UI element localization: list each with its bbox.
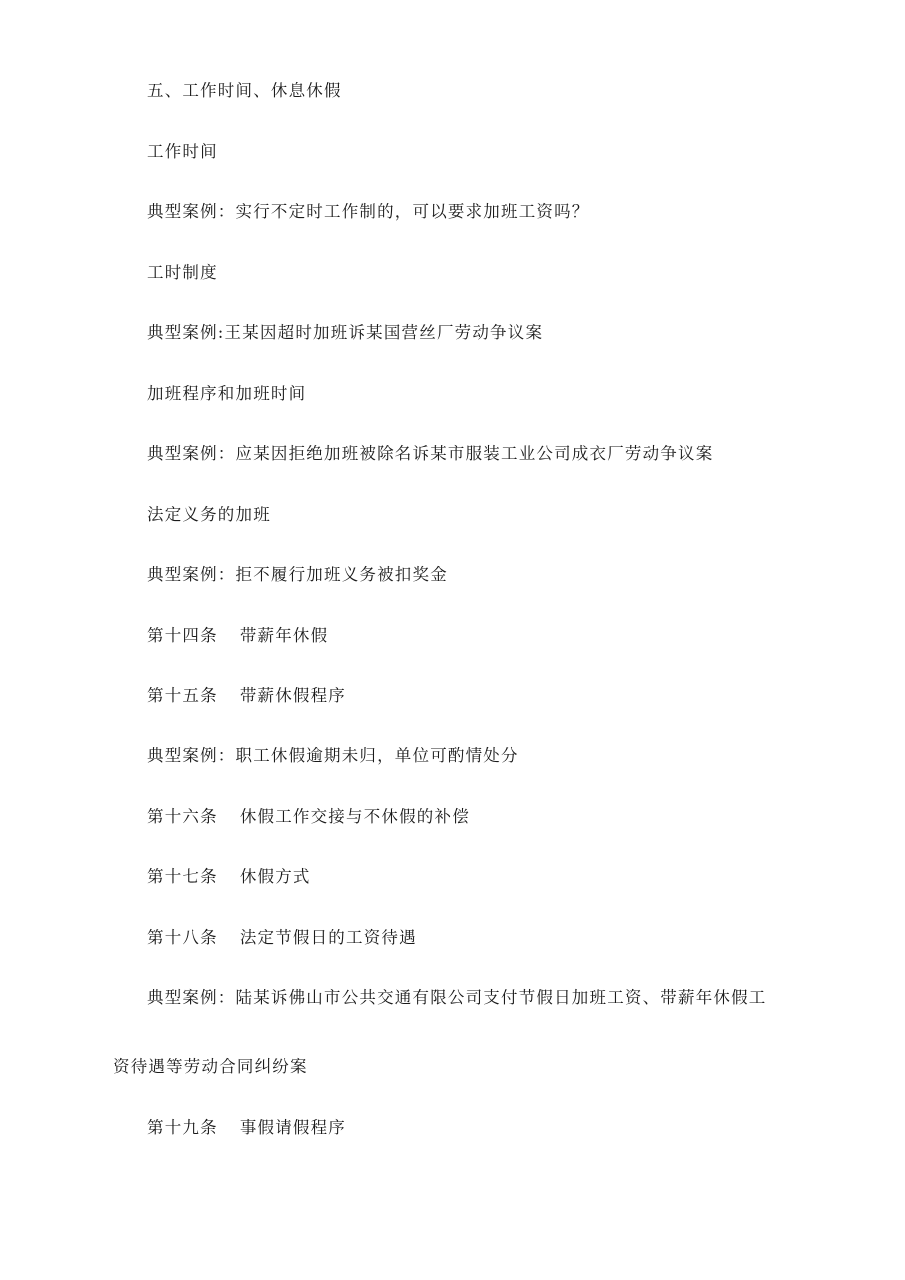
- article-number: 第十八条: [147, 928, 218, 947]
- article-number: 第十九条: [147, 1118, 218, 1137]
- article-number: 第十六条: [147, 807, 218, 826]
- case-wang-overtime: 典型案例:王某因超时加班诉某国营丝厂劳动争议案: [147, 323, 544, 342]
- case-ying-refusal: 典型案例：应某因拒绝加班被除名诉某市服装工业公司成衣厂劳动争议案: [147, 444, 714, 463]
- case-lu-foshan: 典型案例：陆某诉佛山市公共交通有限公司支付节假日加班工资、带薪年休假工: [147, 988, 767, 1007]
- article-14: [147, 625, 328, 647]
- subheading-hours-system: 工时制度: [147, 263, 218, 282]
- article-16: [147, 806, 470, 828]
- subheading-statutory-overtime: 法定义务的加班: [147, 505, 271, 524]
- article-title: 休假方式: [239, 867, 311, 886]
- case-bonus-deduction: 典型案例：拒不履行加班义务被扣奖金: [147, 565, 448, 584]
- article-title: 事假请假程序: [239, 1118, 347, 1137]
- subheading-overtime-procedure: 加班程序和加班时间: [147, 384, 307, 403]
- article-title: 带薪休假程序: [239, 686, 347, 705]
- article-title: 休假工作交接与不休假的补偿: [239, 807, 470, 826]
- case-unfixed-hours: 典型案例：实行不定时工作制的，可以要求加班工资吗？: [147, 202, 590, 221]
- article-18: [147, 927, 417, 949]
- article-19: [147, 1117, 346, 1139]
- article-title: 法定节假日的工资待遇: [239, 928, 417, 947]
- case-lu-foshan-continued: 资待遇等劳动合同纠纷案: [113, 1057, 308, 1076]
- article-number: 第十四条: [147, 626, 218, 645]
- article-number: 第十五条: [147, 686, 218, 705]
- article-15: [147, 685, 346, 707]
- article-title: 带薪年休假: [239, 626, 329, 645]
- article-number: 第十七条: [147, 867, 218, 886]
- article-17: [147, 866, 311, 888]
- section-heading: 五、工作时间、休息休假: [147, 81, 342, 100]
- case-overdue-leave: 典型案例：职工休假逾期未归，单位可酌情处分: [147, 746, 519, 765]
- subheading-working-time: 工作时间: [147, 142, 218, 161]
